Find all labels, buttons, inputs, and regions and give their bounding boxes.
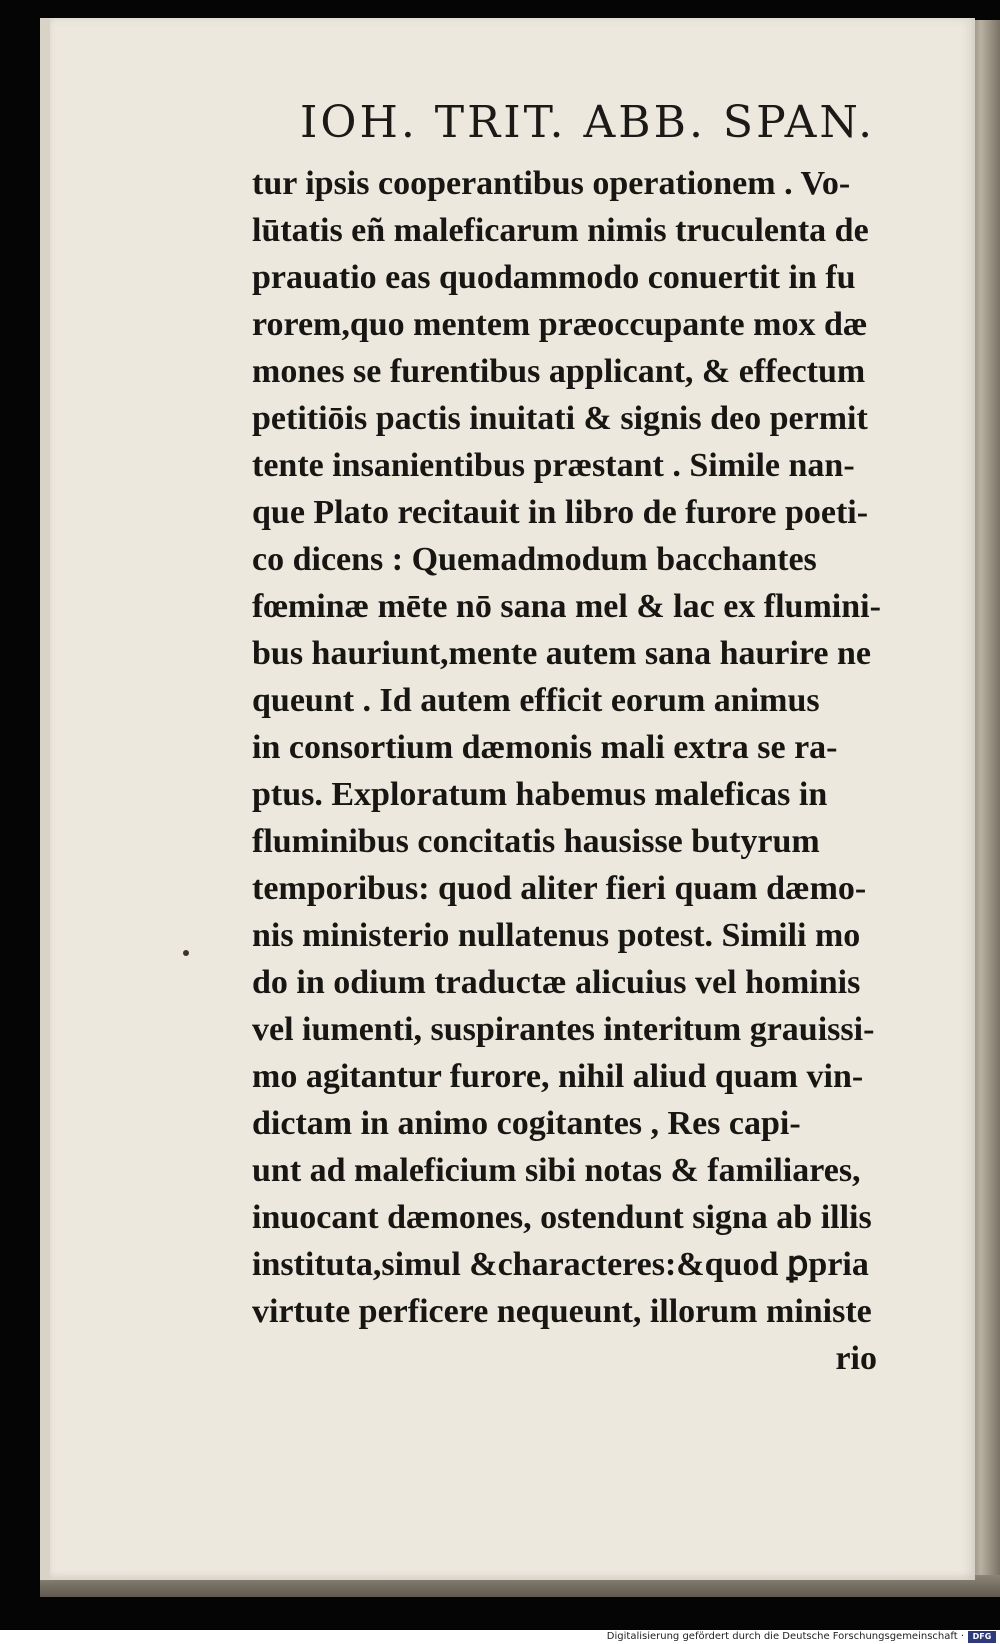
text-block	[252, 160, 932, 1382]
text-line: vel iumenti, suspirantes interitum grauissi-	[252, 1011, 875, 1048]
text-line: do in odium traductæ alicuius vel hominis	[252, 964, 861, 1001]
text-line: virtute perficere nequeunt, illorum ministe	[252, 1293, 872, 1330]
dfg-logo: DFG	[968, 1631, 996, 1643]
text-line: mones se furentibus applicant, & effectum	[252, 353, 866, 390]
text-line: lūtatis eñ maleficarum nimis truculenta de	[252, 212, 869, 249]
text-line: prauatio eas quodammodo conuertit in fu	[252, 259, 856, 296]
funding-note: Digitalisierung gefördert durch die Deutsche Forschungsgemeinschaft ·	[606, 1631, 964, 1642]
text-line: inuocant dæmones, ostendunt signa ab illis	[252, 1199, 872, 1236]
text-line: mo agitantur furore, nihil aliud quam vin-	[252, 1058, 864, 1095]
text-line: queunt . Id autem efficit eorum animus	[252, 682, 820, 719]
text-line: instituta,simul &characteres:&quod ꝑpria	[252, 1246, 869, 1283]
text-line: ptus. Exploratum habemus maleficas in	[252, 776, 828, 813]
running-head: IOH. TRIT. ABB. SPAN.	[300, 97, 876, 148]
text-line: rorem,quo mentem præoccupante mox dæ	[252, 306, 868, 343]
text-line: petitiōis pactis inuitati & signis deo permit	[252, 400, 868, 437]
text-line: unt ad maleficium sibi notas & familiares,	[252, 1152, 861, 1189]
footer-bar	[0, 1630, 1000, 1644]
ink-speck	[183, 950, 189, 956]
text-line: in consortium dæmonis mali extra se ra-	[252, 729, 838, 766]
text-line: bus hauriunt,mente autem sana haurire ne	[252, 635, 871, 672]
catchword: rio	[835, 1340, 877, 1377]
text-line: tur ipsis cooperantibus operationem . Vo-	[252, 165, 851, 202]
text-line: co dicens : Quemadmodum bacchantes	[252, 541, 817, 578]
text-line: nis ministerio nullatenus potest. Simili mo	[252, 917, 861, 954]
text-line: que Plato recitauit in libro de furore poeti-	[252, 494, 869, 531]
text-line: tente insanientibus præstant . Simile nan-	[252, 447, 855, 484]
text-line: fluminibus concitatis hausisse butyrum	[252, 823, 820, 860]
text-line: temporibus: quod aliter fieri quam dæmo-	[252, 870, 867, 907]
text-line: dictam in animo cogitantes , Res capi-	[252, 1105, 801, 1142]
text-line: fœminæ mēte nō sana mel & lac ex flumini-	[252, 588, 881, 625]
